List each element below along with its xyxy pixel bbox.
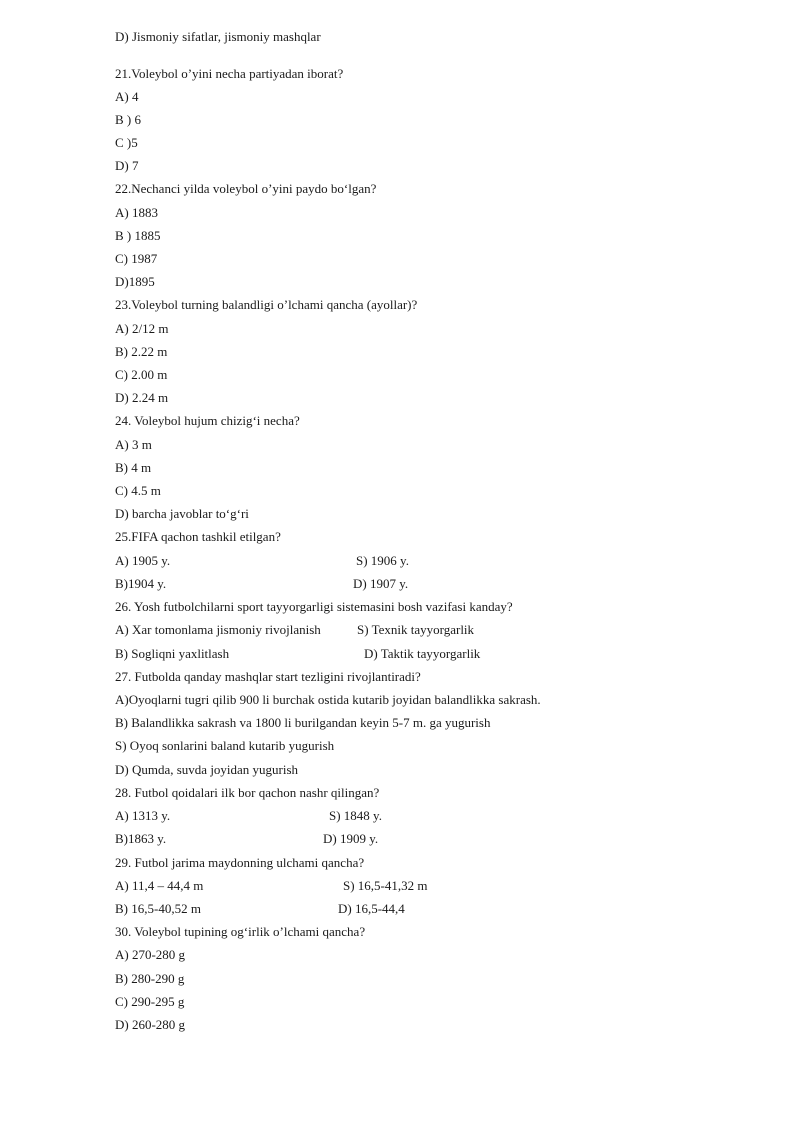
question-text: 27. Futbolda qanday mashqlar start tezligini rivojlantiradi? [115,669,421,684]
option-text: A) 270-280 g [115,947,186,962]
option-text: A) 2/12 m [115,321,169,336]
option-text: C) 290-295 g [115,994,185,1009]
option-text: A) 3 m [115,437,152,452]
option-text: B)1863 y. [115,831,167,846]
option-text: C) 1987 [115,251,158,266]
option-text: S) Oyoq sonlarini baland kutarib yugurish [115,738,335,753]
question-text: 21.Voleybol o’yini necha partiyadan iborat? [115,66,344,81]
option-text: D) barcha javoblar to‘g‘ri [115,506,249,521]
option-text: D) 1909 y. [323,831,379,846]
question-text: 25.FIFA qachon tashkil etilgan? [115,529,281,544]
option-text: A) 4 [115,89,139,104]
option-text: A)Oyoqlarni tugri qilib 900 li burchak ostida kutarib joyidan balandlikka sakrash. [115,692,541,707]
option-text: D) Taktik tayyorgarlik [364,646,481,661]
question-text: 22.Nechanci yilda voleybol o’yini paydo bo‘lgan? [115,181,377,196]
option-text: D) Qumda, suvda joyidan yugurish [115,762,299,777]
option-text: B ) 1885 [115,228,161,243]
option-text: A) 1905 y. [115,553,171,568]
option-text: C) 2.00 m [115,367,168,382]
option-text: D) 7 [115,158,139,173]
option-text: B) 16,5-40,52 m [115,901,201,916]
option-text: D) 1907 y. [353,576,409,591]
question-text: 23.Voleybol turning balandligi o’lchami qancha (ayollar)? [115,297,418,312]
option-text: A) 1883 [115,205,158,220]
question-text: 29. Futbol jarima maydonning ulchami qancha? [115,855,365,870]
option-text: S) 16,5-41,32 m [343,878,428,893]
option-text: D) 2.24 m [115,390,169,405]
option-text: B) Sogliqni yaxlitlash [115,646,230,661]
option-text: B) 4 m [115,460,152,475]
option-text: B ) 6 [115,112,141,127]
option-text: B) 280-290 g [115,971,185,986]
question-text: 30. Voleybol tupining og‘irlik o’lchami qancha? [115,924,366,939]
question-text: 26. Yosh futbolchilarni sport tayyorgarligi sistemasini bosh vazifasi kanday? [115,599,513,614]
option-text: A) 1313 y. [115,808,171,823]
question-text: 28. Futbol qoidalari ilk bor qachon nashr qilingan? [115,785,380,800]
option-text: A) 11,4 – 44,4 m [115,878,204,893]
option-text: B) Balandlikka sakrash va 1800 li burilgandan keyin 5-7 m. ga yugurish [115,715,491,730]
option-text: B) 2.22 m [115,344,168,359]
option-text: D)1895 [115,274,155,289]
option-text: D) Jismoniy sifatlar, jismoniy mashqlar [115,29,321,44]
option-text: A) Xar tomonlama jismoniy rivojlanish [115,622,321,637]
option-text: D) 16,5-44,4 [338,901,405,916]
option-text: B)1904 y. [115,576,167,591]
option-text: S) 1848 y. [329,808,382,823]
question-text: 24. Voleybol hujum chizig‘i necha? [115,413,300,428]
option-text: S) 1906 y. [356,553,409,568]
option-text: D) 260-280 g [115,1017,186,1032]
option-text: C) 4.5 m [115,483,161,498]
option-text: S) Texnik tayyorgarlik [357,622,475,637]
option-text: C )5 [115,135,138,150]
